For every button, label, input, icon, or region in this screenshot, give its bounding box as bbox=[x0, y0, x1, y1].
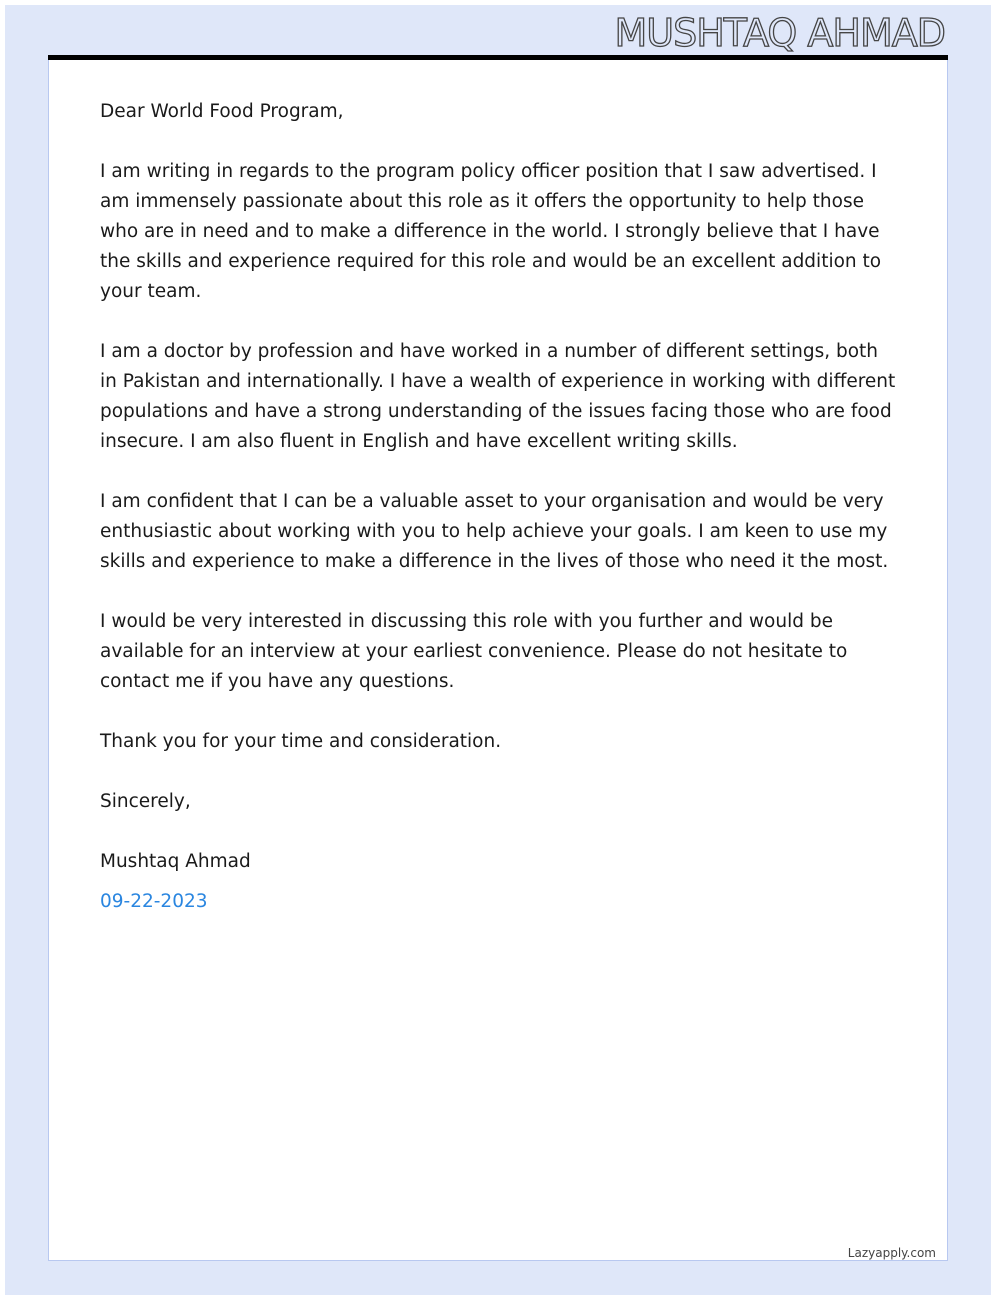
paragraph: I would be very interested in discussing this role with you further and would be available for an interview at your earliest convenience. Please do not hesitate to contact me if you have any questions. bbox=[100, 611, 848, 692]
paragraph: Thank you for your time and consideration. bbox=[100, 731, 502, 752]
paragraph: I am confident that I can be a valuable asset to your organisation and would be very enthusiastic about working with you to help achieve your goals. I am keen to use my skills and experience to make a difference in the lives of those who need it the most. bbox=[100, 491, 889, 572]
salutation: Dear World Food Program, bbox=[100, 101, 344, 122]
paragraph: I am writing in regards to the program policy officer position that I saw advertised. I am immensely passionate about this role as it offers the opportunity to help those who are in need and to make a difference in the world. I strongly believe that I have the skills and experience required for this role and would be an excellent addition to your team. bbox=[100, 161, 882, 302]
paragraph: I am a doctor by profession and have worked in a number of different settings, both in Pakistan and internationally. I have a wealth of experience in working with different populations and have a strong understanding of the issues facing those who are food insecure. I am also fluent in English and have excellent writing skills. bbox=[100, 341, 896, 452]
applicant-name-header: MUSHTAQ AHMAD bbox=[614, 11, 945, 55]
closing: Sincerely, bbox=[100, 791, 191, 812]
signature-name: Mushtaq Ahmad bbox=[100, 851, 251, 872]
footer-brand: Lazyapply.com bbox=[847, 1246, 936, 1260]
cover-letter-body bbox=[100, 97, 900, 947]
letter-date: 09-22-2023 bbox=[100, 891, 208, 912]
